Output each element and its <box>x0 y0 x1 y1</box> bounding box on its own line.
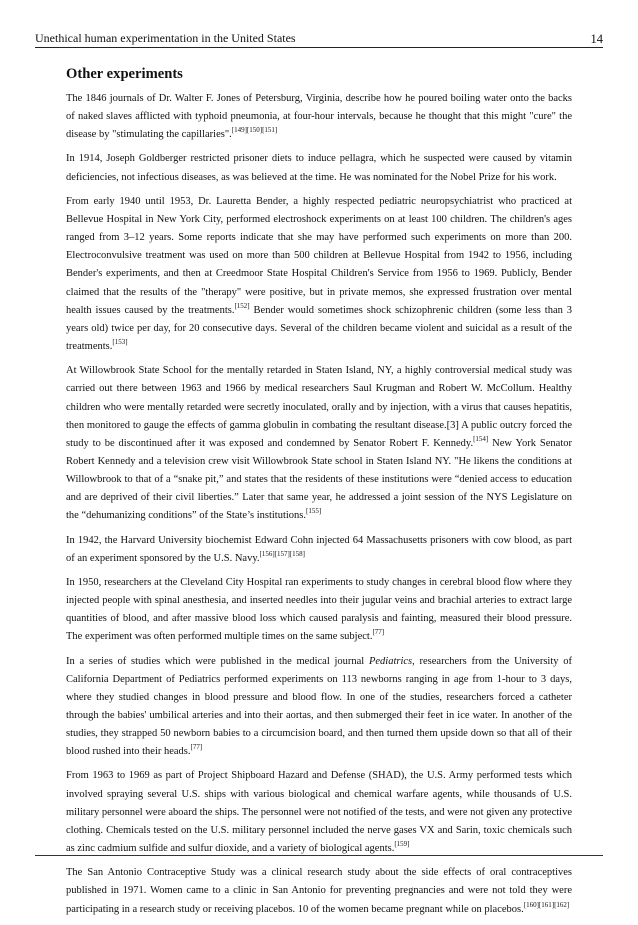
paragraph-text: The 1846 journals of Dr. Walter F. Jones of Petersburg, Virginia, describe how he poured boiling water onto the backs of naked slaves afflicted with typhoid pneumonia, at four-hour intervals, because he thought that this might "cure" the disease by "stimulating the capillaries". <box>66 93 572 141</box>
citation[interactable]: [153] <box>112 338 128 347</box>
citation[interactable]: [156][157][158] <box>259 549 306 558</box>
paragraph-text: Bender would sometimes shock schizophrenic children (some less than 3 years old) twice per day, for 20 consecutive days. Several of the children became violent and suicidal as a result of the treatments. <box>66 304 572 353</box>
page-number: 14 <box>590 32 603 46</box>
paragraph-bender <box>66 193 572 356</box>
footer-divider <box>35 855 603 856</box>
citation[interactable]: [159] <box>394 840 410 849</box>
paragraph-text: The San Antonio Contraceptive Study was a clinical research study about the side effects of oral contraceptives published in 1971. Women came to a clinic in San Antonio for preventing pregnancies and were not told they were participating in a research study or receiving placebos. 10 of the women became pregnant while on placebos. <box>66 867 572 915</box>
citation[interactable]: [149][150][151] <box>231 126 278 135</box>
paragraph-text: In 1942, the Harvard University biochemist Edward Cohn injected 64 Massachusetts prisoners with cow blood, as part of an experiment sponsored by the U.S. Navy. <box>66 534 572 564</box>
paragraph-text: From early 1940 until 1953, Dr. Lauretta Bender, a highly respected pediatric neuropsychiatrist who practiced at Bellevue Hospital in New York City, performed electroshock experiments on at least 100 children. The children's ages ranged from 3–12 years. Some reports indicate that she may have performed such experiments on more than 200. Electroconvulsive treatment was used on more than 500 children at Bellevue Hospital from 1942 to 1956, including Bender's experiments, and then at Creedmoor State Hospital Children's Service from 1956 to 1969. Publicly, Bender claimed that the results of the "therapy" were positive, but in private memos, she expressed frustration over mental health issues caused by the treatments. <box>66 195 572 316</box>
paragraph-cohn <box>66 532 572 568</box>
paragraph-pediatrics <box>66 653 572 762</box>
paragraph-cleveland <box>66 574 572 647</box>
citation[interactable]: [155] <box>306 507 322 516</box>
citation[interactable]: [152] <box>234 301 250 310</box>
citation[interactable]: [154] <box>473 434 489 443</box>
paragraph-text: At Willowbrook State School for the mentally retarded in Staten Island, NY, a highly controversial medical study was carried out there between 1963 and 1966 by medical researchers Saul Krugman and Robert W. McCollum. Healthy children who were mentally retarded were secretly inoculated, orally and by injection, with a virus that causes hepatitis, then monitored to gauge the effects of gamma globulin in combating the resultant disease.[3] A public outcry forced the study to be discontinued after it was exposed and condemned by Senator Robert F. Kennedy. <box>66 365 572 449</box>
running-title: Unethical human experimentation in the United States <box>35 31 296 45</box>
paragraph-text: In 1914, Joseph Goldberger restricted prisoner diets to induce pellagra, which he suspected were caused by vitamin deficiencies, not infectious diseases, as was believed at the time. He was nominated for the Nobel Prize for his work. <box>66 153 572 183</box>
paragraph-goldberger <box>66 150 572 186</box>
journal-title: Pediatrics <box>368 655 413 667</box>
section-heading: Other experiments <box>66 66 183 82</box>
citation[interactable]: [77] <box>190 743 203 752</box>
paragraph-text: , researchers from the University of California Department of Pediatrics performed experiments on 113 newborns ranging in age from 1-hour to 3 days, where they studied changes in blood pressure and blood flow. In one of the studies, researchers forced a catheter through the babies' umbilical arteries and into their aortas, and then submerged their feet in ice water. In another of the studies, they strapped 50 newborn babies to a circumcision board, and then turned them upside down so that all of their blood rushed into their heads. <box>66 655 572 758</box>
citation[interactable]: [77] <box>372 628 385 637</box>
page-header <box>35 29 603 48</box>
paragraph-san-antonio <box>66 864 572 918</box>
paragraph-text: In a series of studies which were published in the medical journal <box>66 655 369 667</box>
paragraph-willowbrook <box>66 362 572 525</box>
citation[interactable]: [160][161][162] <box>523 900 570 909</box>
paragraph-shad <box>66 767 572 858</box>
paragraph-walter-jones <box>66 90 572 144</box>
article-body <box>66 65 572 925</box>
paragraph-text: From 1963 to 1969 as part of Project Shipboard Hazard and Defense (SHAD), the U.S. Army performed tests which involved spraying several U.S. ships with various biological and chemical warfare agents, while thousands of U.S. military personnel were aboard the ships. The personnel were not notified of the tests, and were not given any protective clothing. Chemicals tested on the U.S. military personnel included the nerve gases VX and Sarin, toxic chemicals such as zinc cadmium sulfide and sulfur dioxide, and a variety of biological agents. <box>66 770 572 855</box>
paragraph-text: New York Senator Robert Kennedy and a television crew visit Willowbrook State school in Staten Island NY. "He likens the conditions at Willowbrook to that of a “snake pit,” and states that the residents of these institutions were “denied access to education and are deprived of their civil liberties.” Later that same year, he addressed a joint session of the NYS Legislature on the “dehumanizing conditions” of the State’s institutions. <box>66 437 572 522</box>
paragraph-text: In 1950, researchers at the Cleveland City Hospital ran experiments to study changes in cerebral blood flow where they injected people with spinal anesthesia, and inserted needles into their jugular veins and brachial arteries to extract large quantities of blood, and after massive blood loss which caused paralysis and fainting, measured their blood pressure. The experiment was often performed multiple times on the same subject. <box>66 576 572 643</box>
